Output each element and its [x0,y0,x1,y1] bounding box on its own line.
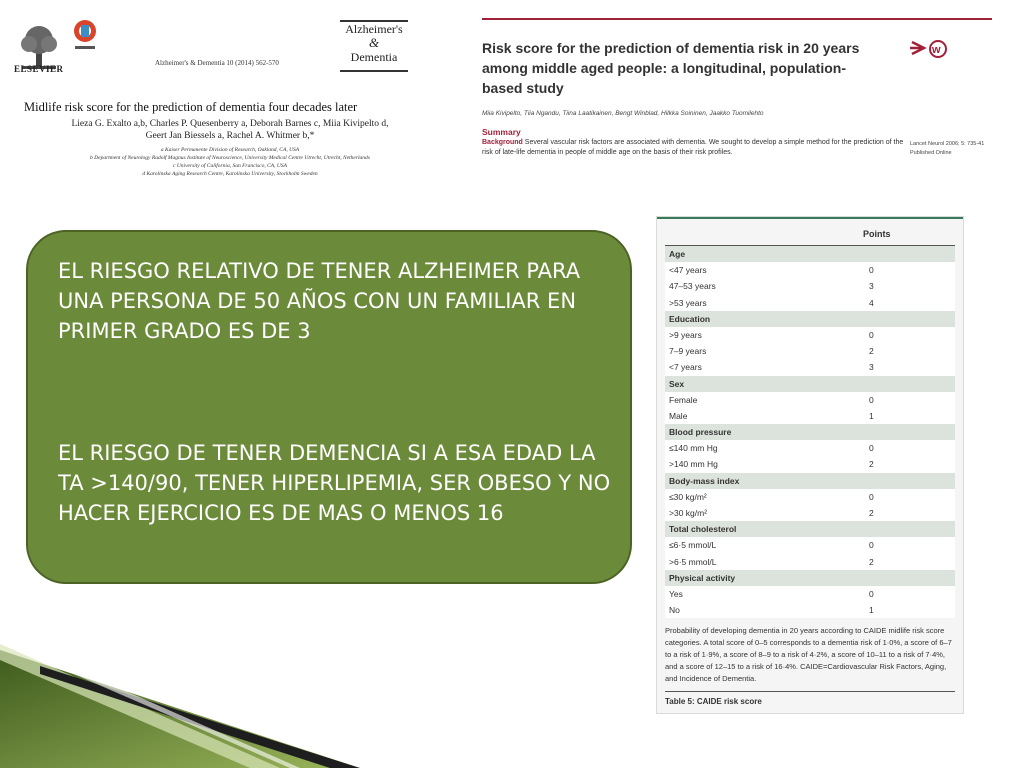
table-row [665,586,955,602]
row-label: Yes [669,588,683,599]
table-row [665,278,955,294]
journal-logo-line3: Dementia [350,50,398,64]
reference-line: Lancet Neurol 2006; 5: 735-41 [910,141,985,147]
row-points: 0 [869,588,874,599]
article2-title: Risk score for the prediction of dementia risk in 20 years among middle aged people: a longitudinal, population-based study [482,40,860,96]
background-label: Background [482,139,523,146]
article2-authors: Miia Kivipelto, Tiia Ngandu, Tiina Laatikainen, Bengt Winblad, Hilkka Soininen, Jaakko Tuomilehto [482,110,764,117]
table-row [665,295,955,311]
table-row [665,359,955,375]
article1-title: Midlife risk score for the prediction of dementia four decades later [24,100,358,114]
article1-header [10,14,410,184]
callout-paragraph-dementia-risk: EL RIESGO DE TENER DEMENCIA SI A ESA EDAD LA TA >140/90, TENER HIPERLIPEMIA, SER OBESO Y NO HACER EJERCICIO ES DE MAS O MENOS 16 [58,441,611,525]
table-category-row: Education [665,311,955,327]
table-category-row: Age [665,246,955,262]
table-body [665,246,955,618]
risk-callout-box [26,230,632,584]
publisher-name: ELSEVIER [14,64,64,74]
callout-paragraph-relative-risk: EL RIESGO RELATIVO DE TENER ALZHEIMER PARA UNA PERSONA DE 50 AÑOS CON UN FAMILIAR EN PRIMER GRADO ES DE 3 [58,259,581,343]
authors-line: Geert Jan Biessels a, Rachel A. Whitmer b,* [145,131,315,141]
background-paragraph [482,138,907,158]
row-label: <7 years [669,362,702,373]
table-caption: Probability of developing dementia in 20 years according to CAIDE midlife risk score categories. A total score of 0–5 corresponds to a dementia risk of 1·0%, a score of 6–7 to a risk of 1·9%, a score of 8–9 to a risk of 4·2%, a score of 10–11 to a risk of 7·4%, and a score of 12–15 to a risk of 16·4%. CAIDE=Cardiovascular Risk Factors, Aging, and Incidence of Dementia. [665,626,952,683]
crossmark-icon [72,18,98,52]
row-points: 3 [869,362,874,373]
row-points: 0 [869,265,874,276]
table-label: Table 5: CAIDE risk score [665,691,955,706]
row-points: 2 [869,346,874,357]
article2-reference [910,140,984,158]
table-category-row: Blood pressure [665,424,955,440]
row-label: <47 years [669,265,707,276]
journal-citation: Alzheimer's & Dementia 10 (2014) 562-570 [155,59,279,67]
table-row [665,327,955,343]
reference-line: Published Online [910,150,952,156]
table-top-rule [657,217,963,219]
table-row [665,602,955,618]
affiliation: a Kaiser Permanente Division of Research, Oakland, CA, USA [160,147,300,153]
table-category-row: Sex [665,376,955,392]
table-category-row: Total cholesterol [665,521,955,537]
row-label: Female [669,394,698,405]
row-label: >30 kg/m² [669,508,708,518]
row-points: 0 [869,329,874,340]
table-row [665,489,955,505]
row-label: 47–53 years [669,281,716,292]
row-points: 2 [869,459,874,470]
header-rule [482,18,992,20]
summary-heading: Summary [482,127,521,137]
journal-logo-line1: Alzheimer's [345,22,403,36]
row-label: ≤6·5 mmol/L [669,540,717,551]
row-label: ≤30 kg/m² [669,491,707,502]
row-points: 0 [869,491,874,502]
table-row [665,505,955,521]
row-label: 7–9 years [669,346,707,357]
table-row [665,456,955,472]
lancet-arrow-w-icon [910,38,954,58]
row-label: >140 mm Hg [669,459,718,470]
article1-affiliations [50,146,410,178]
row-label: No [669,605,680,616]
row-label: >9 years [669,329,702,340]
article1-authors [50,118,410,142]
table-row [665,440,955,456]
article2-header [482,18,994,168]
table-row [665,392,955,408]
caide-risk-table [656,216,964,714]
table-row [665,537,955,553]
row-points: 2 [869,556,874,567]
svg-text:w: w [932,44,941,56]
background-text: Several vascular risk factors are associated with dementia. We sought to develop a simple method for the prediction of the risk of late-life dementia in people of middle age on the basis of their risk profiles. [482,139,904,156]
row-points: 1 [869,410,874,421]
affiliation: c University of California, San Francisco, CA, USA [173,163,287,169]
authors-line: Lieza G. Exalto a,b, Charles P. Quesenberry a, Deborah Barnes c, Miia Kivipelto d, [71,119,389,129]
table-row [665,554,955,570]
table-category-row: Physical activity [665,570,955,586]
table-row [665,343,955,359]
table-row [665,408,955,424]
row-label: >53 years [669,297,707,308]
table-category-row: Body-mass index [665,473,955,489]
journal-logo [340,20,408,72]
row-points: 4 [869,297,874,308]
affiliation: d Karolinska Aging Research Centre, Karolinska University, Stockholm Sweden [142,171,318,177]
row-points: 3 [869,281,874,292]
row-label: Male [669,410,688,421]
row-points: 0 [869,394,874,405]
row-label: ≤140 mm Hg [669,443,718,454]
row-label: >6·5 mmol/L [669,556,717,567]
row-points: 1 [869,605,874,616]
affiliation: b Department of Neurology Rudolf Magnus Institute of Neuroscience, University Medical Centre Utrecht, Utrecht, Netherlands [90,155,370,161]
row-points: 0 [869,540,874,551]
row-points: 0 [869,443,874,454]
points-column-header: Points [863,229,891,239]
row-points: 2 [869,508,874,518]
journal-logo-line2: & [368,35,380,50]
table-header [665,225,955,246]
table-row [665,262,955,278]
decorative-swoosh [0,640,360,768]
